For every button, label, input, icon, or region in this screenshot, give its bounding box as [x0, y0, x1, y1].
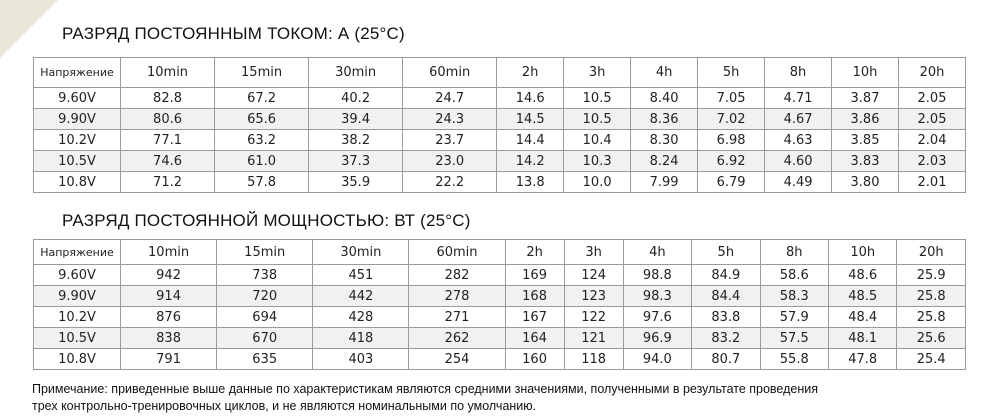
value-cell: 4.49	[765, 172, 832, 193]
table-row	[34, 349, 966, 370]
value-cell: 61.0	[215, 151, 309, 172]
value-cell: 635	[217, 349, 313, 370]
value-cell: 4.63	[765, 130, 832, 151]
value-cell: 164	[505, 328, 564, 349]
value-cell: 94.0	[623, 349, 691, 370]
value-cell: 35.9	[309, 172, 403, 193]
table-row	[34, 265, 966, 286]
column-header: 10h	[832, 58, 899, 88]
voltage-cell: 10.5V	[34, 328, 121, 349]
table-row	[34, 109, 966, 130]
value-cell: 6.98	[698, 130, 765, 151]
table-row	[34, 286, 966, 307]
value-cell: 4.60	[765, 151, 832, 172]
value-cell: 118	[564, 349, 623, 370]
value-cell: 3.85	[832, 130, 899, 151]
value-cell: 48.1	[828, 328, 896, 349]
current-discharge-table	[33, 57, 966, 193]
value-cell: 124	[564, 265, 623, 286]
table-row	[34, 151, 966, 172]
column-header: 30min	[309, 58, 403, 88]
value-cell: 3.87	[832, 88, 899, 109]
value-cell: 278	[409, 286, 505, 307]
value-cell: 123	[564, 286, 623, 307]
value-cell: 98.8	[623, 265, 691, 286]
voltage-cell: 10.8V	[34, 349, 121, 370]
table2-title: РАЗРЯД ПОСТОЯННОЙ МОЩНОСТЬЮ: ВТ (25°C)	[62, 211, 471, 230]
value-cell: 2.03	[899, 151, 966, 172]
value-cell: 167	[505, 307, 564, 328]
value-cell: 2.01	[899, 172, 966, 193]
value-cell: 271	[409, 307, 505, 328]
value-cell: 84.9	[692, 265, 760, 286]
value-cell: 37.3	[309, 151, 403, 172]
value-cell: 8.30	[631, 130, 698, 151]
column-header: 8h	[760, 240, 828, 265]
column-header: 4h	[631, 58, 698, 88]
voltage-cell: 9.90V	[34, 286, 121, 307]
column-header: 3h	[564, 58, 631, 88]
value-cell: 942	[121, 265, 217, 286]
column-header-voltage: Напряжение	[34, 240, 121, 265]
value-cell: 58.6	[760, 265, 828, 286]
value-cell: 25.9	[897, 265, 966, 286]
voltage-cell: 10.2V	[34, 130, 121, 151]
value-cell: 84.4	[692, 286, 760, 307]
column-header: 60min	[409, 240, 505, 265]
value-cell: 25.6	[897, 328, 966, 349]
value-cell: 7.05	[698, 88, 765, 109]
column-header: 60min	[403, 58, 497, 88]
column-header: 15min	[215, 58, 309, 88]
footnote-line-1: Примечание: приведенные выше данные по характеристикам являются средними значениями, полученными в результате проведения	[32, 382, 819, 396]
value-cell: 720	[217, 286, 313, 307]
value-cell: 8.24	[631, 151, 698, 172]
value-cell: 98.3	[623, 286, 691, 307]
value-cell: 14.2	[497, 151, 564, 172]
value-cell: 83.8	[692, 307, 760, 328]
table-row	[34, 172, 966, 193]
value-cell: 40.2	[309, 88, 403, 109]
value-cell: 169	[505, 265, 564, 286]
value-cell: 57.8	[215, 172, 309, 193]
column-header: 5h	[698, 58, 765, 88]
value-cell: 14.6	[497, 88, 564, 109]
value-cell: 24.7	[403, 88, 497, 109]
value-cell: 14.4	[497, 130, 564, 151]
value-cell: 80.6	[121, 109, 215, 130]
value-cell: 121	[564, 328, 623, 349]
table-row	[34, 130, 966, 151]
value-cell: 3.80	[832, 172, 899, 193]
value-cell: 25.8	[897, 307, 966, 328]
value-cell: 63.2	[215, 130, 309, 151]
column-header: 30min	[313, 240, 409, 265]
column-header-voltage: Напряжение	[34, 58, 121, 88]
value-cell: 83.2	[692, 328, 760, 349]
value-cell: 670	[217, 328, 313, 349]
value-cell: 48.4	[828, 307, 896, 328]
table-header-row	[34, 58, 966, 88]
value-cell: 57.9	[760, 307, 828, 328]
value-cell: 13.8	[497, 172, 564, 193]
value-cell: 122	[564, 307, 623, 328]
value-cell: 2.05	[899, 88, 966, 109]
value-cell: 25.4	[897, 349, 966, 370]
voltage-cell: 10.5V	[34, 151, 121, 172]
value-cell: 2.05	[899, 109, 966, 130]
table1-title: РАЗРЯД ПОСТОЯННЫМ ТОКОМ: А (25°C)	[62, 24, 405, 43]
column-header: 10h	[828, 240, 896, 265]
voltage-cell: 10.8V	[34, 172, 121, 193]
value-cell: 7.99	[631, 172, 698, 193]
voltage-cell: 9.90V	[34, 109, 121, 130]
power-discharge-table	[33, 239, 966, 370]
value-cell: 8.40	[631, 88, 698, 109]
table-header-row	[34, 240, 966, 265]
footnote	[32, 381, 972, 415]
value-cell: 282	[409, 265, 505, 286]
value-cell: 8.36	[631, 109, 698, 130]
value-cell: 57.5	[760, 328, 828, 349]
column-header: 4h	[623, 240, 691, 265]
voltage-cell: 10.2V	[34, 307, 121, 328]
value-cell: 6.92	[698, 151, 765, 172]
value-cell: 80.7	[692, 349, 760, 370]
value-cell: 10.5	[564, 88, 631, 109]
value-cell: 25.8	[897, 286, 966, 307]
voltage-cell: 9.60V	[34, 265, 121, 286]
value-cell: 451	[313, 265, 409, 286]
value-cell: 65.6	[215, 109, 309, 130]
value-cell: 838	[121, 328, 217, 349]
column-header: 20h	[897, 240, 966, 265]
corner-decoration	[0, 0, 58, 58]
value-cell: 2.04	[899, 130, 966, 151]
value-cell: 97.6	[623, 307, 691, 328]
column-header: 2h	[497, 58, 564, 88]
footnote-line-2: трех контрольно-тренировочных циклов, и не являются номинальными по умолчанию.	[32, 399, 537, 413]
value-cell: 58.3	[760, 286, 828, 307]
value-cell: 160	[505, 349, 564, 370]
table-row	[34, 88, 966, 109]
value-cell: 47.8	[828, 349, 896, 370]
table-row	[34, 307, 966, 328]
value-cell: 4.67	[765, 109, 832, 130]
column-header: 10min	[121, 240, 217, 265]
value-cell: 67.2	[215, 88, 309, 109]
value-cell: 7.02	[698, 109, 765, 130]
value-cell: 48.6	[828, 265, 896, 286]
value-cell: 82.8	[121, 88, 215, 109]
value-cell: 418	[313, 328, 409, 349]
value-cell: 24.3	[403, 109, 497, 130]
column-header: 15min	[217, 240, 313, 265]
value-cell: 23.0	[403, 151, 497, 172]
value-cell: 694	[217, 307, 313, 328]
value-cell: 3.83	[832, 151, 899, 172]
value-cell: 48.5	[828, 286, 896, 307]
value-cell: 22.2	[403, 172, 497, 193]
value-cell: 14.5	[497, 109, 564, 130]
value-cell: 262	[409, 328, 505, 349]
table-row	[34, 328, 966, 349]
column-header: 2h	[505, 240, 564, 265]
value-cell: 71.2	[121, 172, 215, 193]
value-cell: 96.9	[623, 328, 691, 349]
value-cell: 442	[313, 286, 409, 307]
column-header: 5h	[692, 240, 760, 265]
value-cell: 10.0	[564, 172, 631, 193]
value-cell: 168	[505, 286, 564, 307]
value-cell: 738	[217, 265, 313, 286]
column-header: 20h	[899, 58, 966, 88]
value-cell: 3.86	[832, 109, 899, 130]
column-header: 3h	[564, 240, 623, 265]
voltage-cell: 9.60V	[34, 88, 121, 109]
column-header: 8h	[765, 58, 832, 88]
value-cell: 403	[313, 349, 409, 370]
value-cell: 74.6	[121, 151, 215, 172]
column-header: 10min	[121, 58, 215, 88]
value-cell: 428	[313, 307, 409, 328]
value-cell: 254	[409, 349, 505, 370]
value-cell: 77.1	[121, 130, 215, 151]
value-cell: 4.71	[765, 88, 832, 109]
value-cell: 10.4	[564, 130, 631, 151]
value-cell: 791	[121, 349, 217, 370]
value-cell: 55.8	[760, 349, 828, 370]
value-cell: 876	[121, 307, 217, 328]
value-cell: 914	[121, 286, 217, 307]
value-cell: 39.4	[309, 109, 403, 130]
value-cell: 10.5	[564, 109, 631, 130]
value-cell: 6.79	[698, 172, 765, 193]
value-cell: 10.3	[564, 151, 631, 172]
value-cell: 23.7	[403, 130, 497, 151]
value-cell: 38.2	[309, 130, 403, 151]
